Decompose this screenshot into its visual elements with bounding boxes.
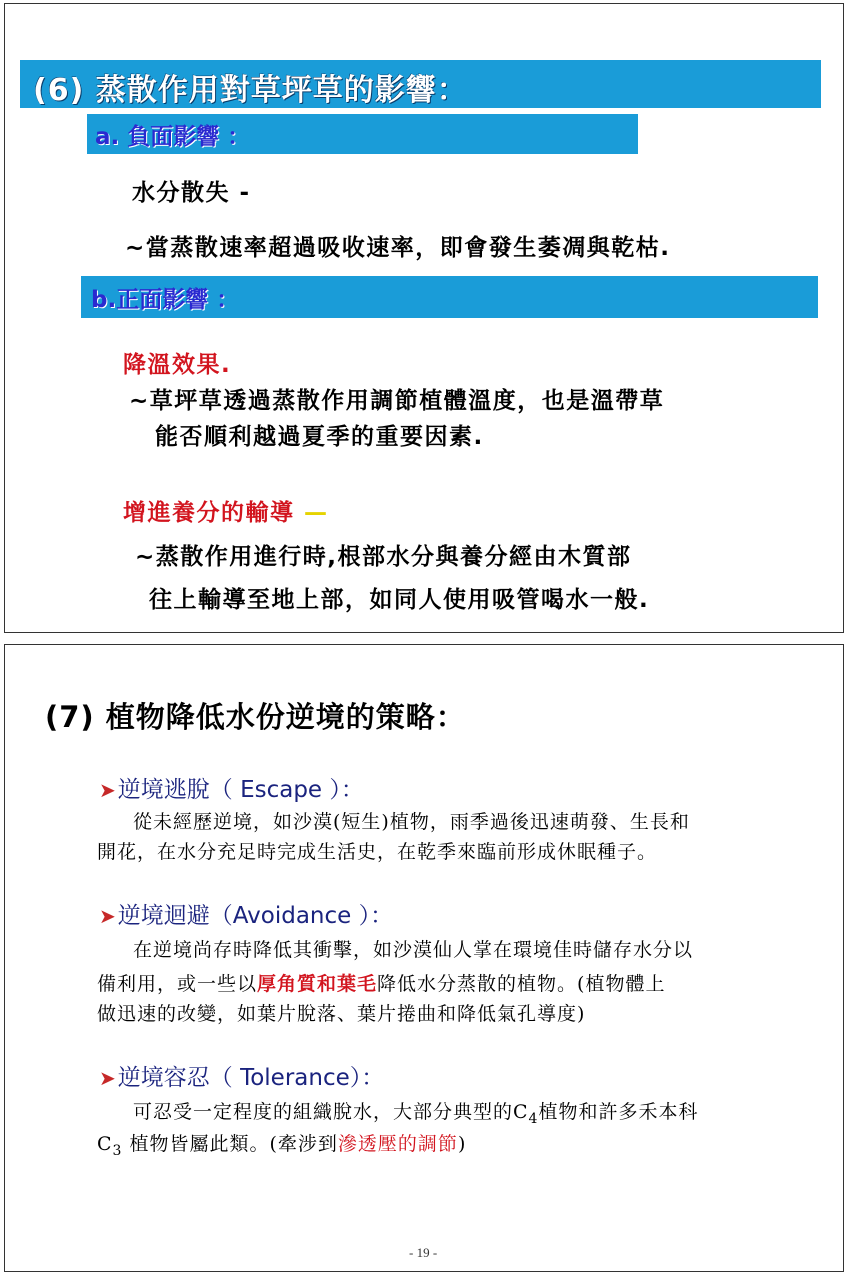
tol-sub1: 4 (528, 1110, 539, 1127)
section-b-label: b.正面影響 ： (91, 287, 240, 313)
avoid-line2-pre: 備利用，或一些以 (97, 973, 258, 995)
section-a-label: a. 負面影響 ： (95, 124, 251, 150)
avoid-line3: 做迅速的改變，如葉片脫落、葉片捲曲和降低氣孔導度) (97, 1003, 586, 1025)
slide2-title: (7) 植物降低水份逆境的策略： (45, 700, 466, 734)
avoid-label: 逆境迴避（Avoidance ）： (117, 903, 394, 929)
arrow-right-icon: ➤ (99, 778, 116, 802)
tolerance-line1 (133, 1097, 698, 1127)
b2-heading (123, 494, 329, 527)
avoid-heading (99, 897, 393, 930)
escape-line2: 開花，在水分充足時完成生活史，在乾季來臨前形成休眠種子。 (97, 841, 658, 863)
tol-line2-c: C (97, 1133, 113, 1155)
tol-line2-red: 滲透壓的調節 (337, 1133, 458, 1155)
a-text: ~當蒸散速率超過吸收速率，即會發生萎凋與乾枯. (125, 235, 671, 261)
slide-2 (4, 644, 844, 1272)
escape-line1: 從未經歷逆境，如沙漠(短生)植物，雨季過後迅速萌發、生長和 (133, 811, 690, 833)
avoid-line1: 在逆境尚存時降低其衝擊，如沙漠仙人掌在環境佳時儲存水分以 (133, 939, 694, 961)
b2-heading-text: 增進養分的輸導 (123, 500, 295, 526)
tol-line1-pre: 可忍受一定程度的組織脫水，大部分典型的C (133, 1101, 529, 1123)
b1-line1: ~草坪草透過蒸散作用調節植體溫度，也是溫帶草 (129, 388, 665, 414)
a-heading: 水分散失 - (132, 180, 251, 206)
avoid-line2 (97, 969, 665, 996)
b2-line1: ~蒸散作用進行時,根部水分與養分經由木質部 (135, 544, 632, 570)
tol-sub2: 3 (112, 1142, 123, 1159)
b1-heading: 降溫效果. (123, 352, 232, 378)
tolerance-heading (99, 1059, 384, 1092)
b2-dash: — (304, 500, 329, 526)
escape-heading (99, 771, 364, 804)
slide-1 (4, 3, 844, 633)
escape-label: 逆境逃脫（ Escape ）： (117, 777, 364, 803)
b1-line2: 能否順利越過夏季的重要因素. (155, 424, 484, 450)
tol-line2-mid: 植物皆屬此類。(牽涉到 (122, 1133, 338, 1155)
slide1-title: (6) 蒸散作用對草坪草的影響： (33, 73, 468, 108)
tolerance-line2 (97, 1129, 466, 1159)
tol-line2-end: ) (457, 1133, 467, 1155)
arrow-right-icon: ➤ (99, 1066, 116, 1090)
page-number: - 19 - (409, 1245, 438, 1260)
tol-line1-post: 植物和許多禾本科 (538, 1101, 699, 1123)
avoid-line2-post: 降低水分蒸散的植物。(植物體上 (377, 973, 666, 995)
arrow-right-icon: ➤ (99, 904, 116, 928)
b2-line2: 往上輸導至地上部，如同人使用吸管喝水一般. (149, 587, 650, 613)
avoid-line2-red: 厚角質和葉毛 (257, 973, 378, 995)
tolerance-label: 逆境容忍（ Tolerance）： (117, 1065, 385, 1091)
